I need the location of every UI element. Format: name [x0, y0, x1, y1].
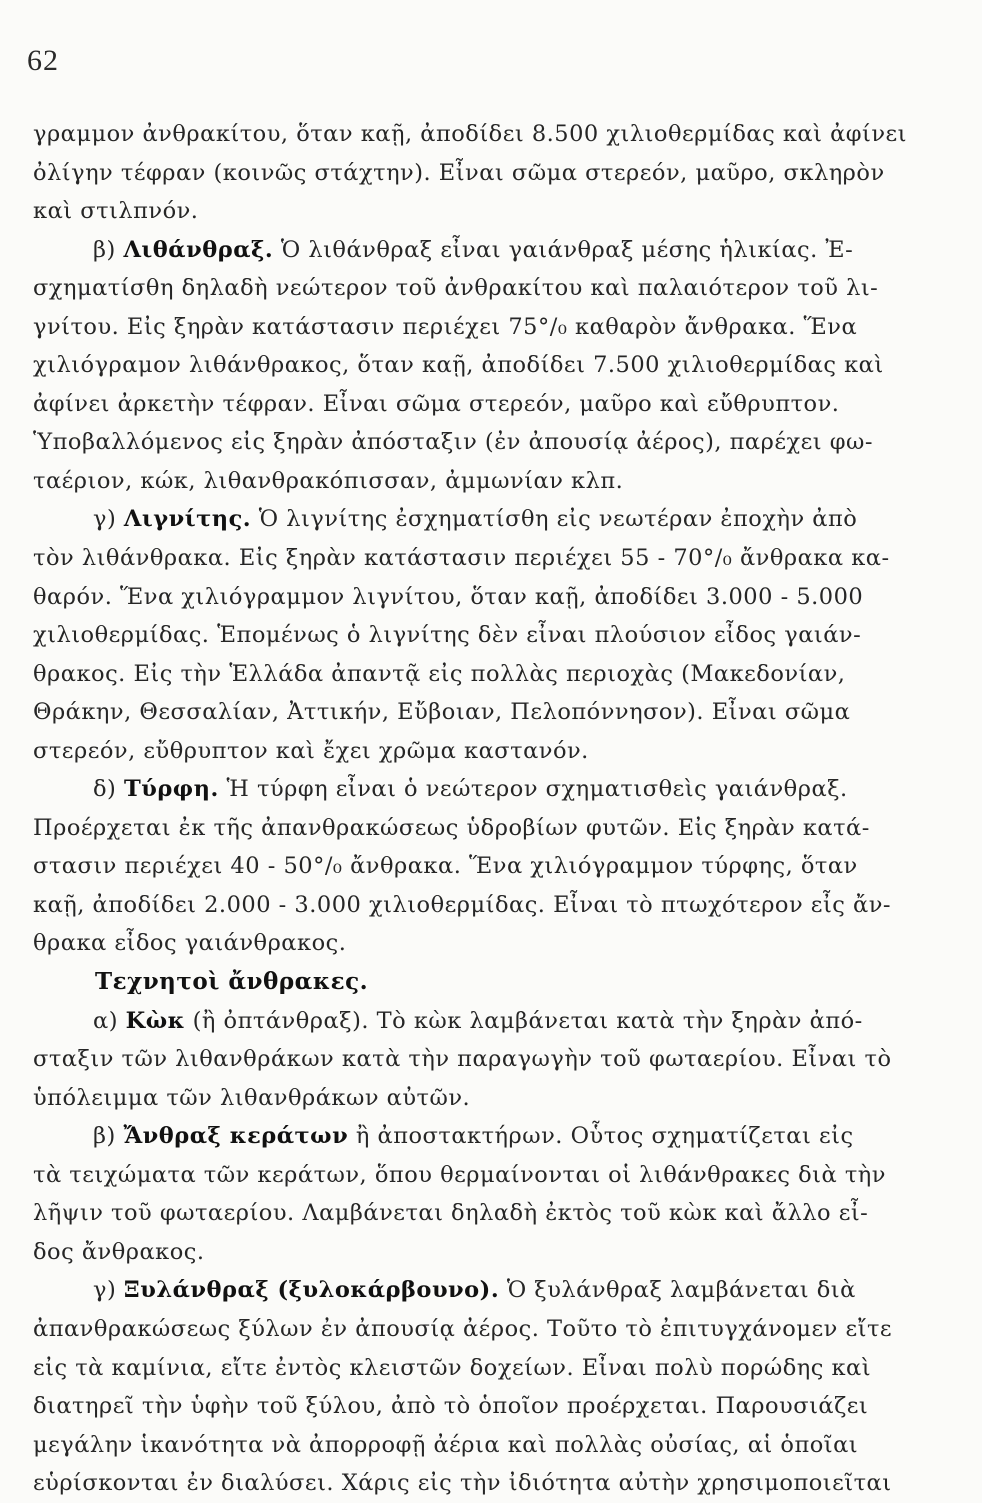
section-heading: Τεχνητοὶ ἄνθρακες.: [95, 968, 369, 996]
line-text: (ἢ ὀπτάνθραξ). Τὸ κὼκ λαμβάνεται κατὰ τὴν ξηρὰν ἀπό-: [192, 1007, 863, 1034]
subsection-line: [33, 231, 945, 270]
body-text: [33, 115, 945, 1503]
subsection-title: Λιγνίτης.: [123, 506, 252, 533]
subsection-title: Τύρφη.: [123, 776, 219, 803]
subsection-title: Κὼκ: [125, 1007, 185, 1034]
text-line: σταξιν τῶν λιθανθράκων κατὰ τὴν παραγωγὴν τοῦ φωταερίου. Εἶναι τὸ: [33, 1046, 892, 1073]
text-line: θρακος. Εἰς τὴν Ἑλλάδα ἀπαντᾷ εἰς πολλὰς περιοχὰς (Μακεδονίαν,: [33, 660, 846, 687]
line-text: Ὁ λιγνίτης ἐσχηματίσθη εἰς νεωτέραν ἐποχὴν ἀπὸ: [258, 506, 858, 533]
text-line: διατηρεῖ τὴν ὑφὴν τοῦ ξύλου, ἀπὸ τὸ ὁποῖον προέρχεται. Παρουσιάζει: [33, 1393, 869, 1420]
list-marker: γ): [93, 1277, 117, 1304]
text-line: στερεόν, εὔθρυπτον καὶ ἔχει χρῶμα καστανόν.: [33, 737, 589, 764]
subsection-line: [33, 770, 945, 809]
line-text: Ὁ ξυλάνθραξ λαμβάνεται διὰ: [506, 1277, 856, 1304]
text-line: ἀπανθρακώσεως ξύλων ἐν ἀπουσίᾳ ἀέρος. Τοῦτο τὸ ἐπιτυγχάνομεν εἴτε: [33, 1315, 893, 1342]
text-line: ὑπόλειμμα τῶν λιθανθράκων αὐτῶν.: [33, 1084, 471, 1111]
text-line: στασιν περιέχει 40 - 50°/₀ ἄνθρακα. Ἕνα χιλιόγραμμον τύρφης, ὅταν: [33, 853, 858, 880]
subsection-line: [33, 1002, 945, 1041]
subsection-title: Λιθάνθραξ.: [123, 236, 274, 263]
text-line: δος ἄνθρακος.: [33, 1238, 205, 1265]
text-line: καὶ στιλπνόν.: [33, 198, 199, 225]
text-line: Προέρχεται ἐκ τῆς ἀπανθρακώσεως ὑδροβίων φυτῶν. Εἰς ξηρὰν κατά-: [33, 814, 870, 841]
text-line: γραμμον ἀνθρακίτου, ὅταν καῇ, ἀποδίδει 8.500 χιλιοθερμίδας καὶ ἀφίνει: [33, 121, 907, 147]
list-marker: α): [93, 1007, 118, 1034]
list-marker: β): [93, 1123, 116, 1150]
text-line: χιλιόγραμον λιθάνθρακος, ὅταν καῇ, ἀποδίδει 7.500 χιλιοθερμίδας καὶ: [33, 352, 884, 379]
list-marker: γ): [93, 506, 117, 533]
line-text: ἢ ἀποστακτήρων. Οὗτος σχηματίζεται εἰς: [355, 1123, 854, 1150]
text-line: ἀφίνει ἀρκετὴν τέφραν. Εἶναι σῶμα στερεόν, μαῦρο καὶ εὔθρυπτον.: [33, 390, 840, 417]
text-line: γνίτου. Εἰς ξηρὰν κατάστασιν περιέχει 75°/₀ καθαρὸν ἄνθρακα. Ἕνα: [33, 313, 858, 340]
text-line: ὀλίγην τέφραν (κοινῶς στάχτην). Εἶναι σῶμα στερεόν, μαῦρο, σκληρὸν: [33, 159, 885, 186]
line-text: Ἡ τύρφη εἶναι ὁ νεώτερον σχηματισθεὶς γαιάνθραξ.: [226, 776, 848, 803]
subsection-line: [33, 500, 945, 539]
text-line: λῆψιν τοῦ φωταερίου. Λαμβάνεται δηλαδὴ ἐκτὸς τοῦ κὼκ καὶ ἄλλο εἶ-: [33, 1200, 869, 1227]
text-line: χιλιοθερμίδας. Ἑπομένως ὁ λιγνίτης δὲν εἶναι πλούσιον εἶδος γαιάν-: [33, 622, 862, 649]
text-line: τὸν λιθάνθρακα. Εἰς ξηρὰν κατάστασιν περιέχει 55 - 70°/₀ ἄνθρακα κα-: [33, 545, 890, 572]
text-line: μεγάλην ἱκανότητα νὰ ἀπορροφῇ ἀέρια καὶ πολλὰς οὐσίας, αἱ ὁποῖαι: [33, 1431, 859, 1458]
text-line: εἰς τὰ καμίνια, εἴτε ἐντὸς κλειστῶν δοχείων. Εἶναι πολὺ πορώδης καὶ: [33, 1354, 872, 1381]
subsection-title: Ξυλάνθραξ (ξυλοκάρβουνο).: [123, 1277, 500, 1304]
text-line: Θράκην, Θεσσαλίαν, Ἀττικήν, Εὔβοιαν, Πελοπόννησον). Εἶναι σῶμα: [33, 699, 851, 726]
text-line: εὑρίσκονται ἐν διαλύσει. Χάρις εἰς τὴν ἰδιότητα αὐτὴν χρησιμοποιεῖται: [33, 1470, 892, 1497]
list-marker: β): [93, 236, 116, 263]
text-line: θαρόν. Ἕνα χιλιόγραμμον λιγνίτου, ὅταν καῇ, ἀποδίδει 3.000 - 5.000: [33, 583, 864, 610]
text-line: σχηματίσθη δηλαδὴ νεώτερον τοῦ ἀνθρακίτου καὶ παλαιότερον τοῦ λι-: [33, 275, 879, 302]
subsection-title: Ἄνθραξ κεράτων: [123, 1123, 349, 1150]
text-line: ταέριον, κώκ, λιθανθρακόπισσαν, ἀμμωνίαν κλπ.: [33, 467, 624, 494]
text-line: τὰ τειχώματα τῶν κεράτων, ὅπου θερμαίνονται οἱ λιθάνθρακες διὰ τὴν: [33, 1161, 886, 1188]
line-text: Ὁ λιθάνθραξ εἶναι γαιάνθραξ μέσης ἡλικίας. Ἐ-: [280, 236, 854, 263]
text-line: καῇ, ἀποδίδει 2.000 - 3.000 χιλιοθερμίδας. Εἶναι τὸ πτωχότερον εἶς ἄν-: [33, 891, 892, 918]
page-number: 62: [27, 44, 59, 77]
list-marker: δ): [93, 776, 117, 803]
subsection-line: [33, 1271, 945, 1310]
subsection-line: [33, 1117, 945, 1156]
text-line: Ὑποβαλλόμενος εἰς ξηρὰν ἀπόσταξιν (ἐν ἀπουσίᾳ ἀέρος), παρέχει φω-: [33, 429, 873, 456]
text-line: θρακα εἶδος γαιάνθρακος.: [33, 930, 347, 957]
